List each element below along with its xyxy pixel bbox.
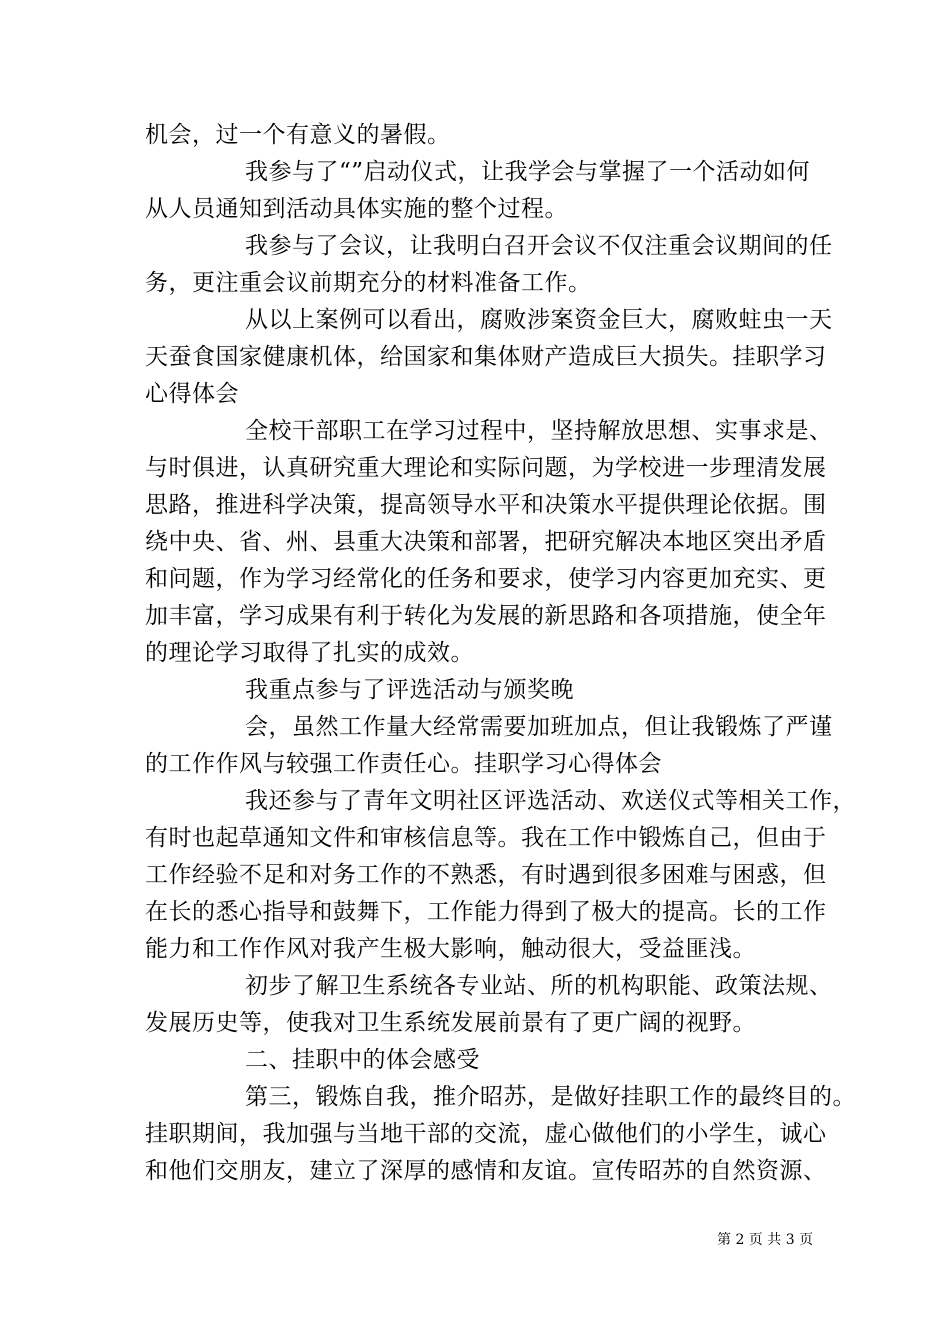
page-number-footer: 第 2 页 共 3 页 [717, 1232, 814, 1248]
text-line: 我还参与了青年文明社区评选活动、欢送仪式等相关工作， [245, 788, 856, 814]
text-line: 第三，锻炼自我，推介昭苏，是做好挂职工作的最终目的。 [245, 1084, 856, 1110]
text-line: 发展历史等，使我对卫生系统发展前景有了更广阔的视野。 [145, 1010, 756, 1036]
text-line: 我参与了会议，让我明白召开会议不仅注重会议期间的任 [245, 233, 833, 259]
text-line: 心得体会 [145, 381, 239, 407]
text-line: 能力和工作作风对我产生极大影响，触动很大，受益匪浅。 [145, 936, 756, 962]
text-line: 挂职期间，我加强与当地干部的交流，虚心做他们的小学生，诚心 [145, 1121, 827, 1147]
text-line: 绕中央、省、州、县重大决策和部署，把研究解决本地区突出矛盾 [145, 529, 827, 555]
section-heading: 二、挂职中的体会感受 [245, 1047, 480, 1073]
text-line: 机会，过一个有意义的暑假。 [145, 122, 451, 148]
text-line: 全校干部职工在学习过程中，坚持解放思想、实事求是、 [245, 418, 833, 444]
text-line: 思路，推进科学决策，提高领导水平和决策水平提供理论依据。围 [145, 492, 827, 518]
text-line: 在长的悉心指导和鼓舞下，工作能力得到了极大的提高。长的工作 [145, 899, 827, 925]
text-line: 有时也起草通知文件和审核信息等。我在工作中锻炼自己，但由于 [145, 825, 827, 851]
text-line: 从人员通知到活动具体实施的整个过程。 [145, 196, 568, 222]
text-line: 会，虽然工作量大经常需要加班加点，但让我锻炼了严谨 [245, 714, 833, 740]
text-line: 天蚕食国家健康机体，给国家和集体财产造成巨大损失。挂职学习 [145, 344, 827, 370]
text-line: 与时俱进，认真研究重大理论和实际问题，为学校进一步理清发展 [145, 455, 827, 481]
text-line: 我参与了“”启动仪式，让我学会与掌握了一个活动如何 [245, 159, 811, 185]
text-line: 务，更注重会议前期充分的材料准备工作。 [145, 270, 592, 296]
text-line: 从以上案例可以看出，腐败涉案资金巨大，腐败蛀虫一天 [245, 307, 833, 333]
text-line: 的工作作风与较强工作责任心。挂职学习心得体会 [145, 751, 662, 777]
text-line: 工作经验不足和对务工作的不熟悉，有时遇到很多困难与困惑，但 [145, 862, 827, 888]
text-line: 加丰富，学习成果有利于转化为发展的新思路和各项措施，使全年 [145, 603, 827, 629]
text-line: 我重点参与了评选活动与颁奖晚 [245, 677, 574, 703]
text-line: 和问题，作为学习经常化的任务和要求，使学习内容更加充实、更 [145, 566, 827, 592]
text-line: 和他们交朋友，建立了深厚的感情和友谊。宣传昭苏的自然资源、 [145, 1158, 827, 1184]
text-line: 的理论学习取得了扎实的成效。 [145, 640, 474, 666]
text-line: 初步了解卫生系统各专业站、所的机构职能、政策法规、 [245, 973, 833, 999]
